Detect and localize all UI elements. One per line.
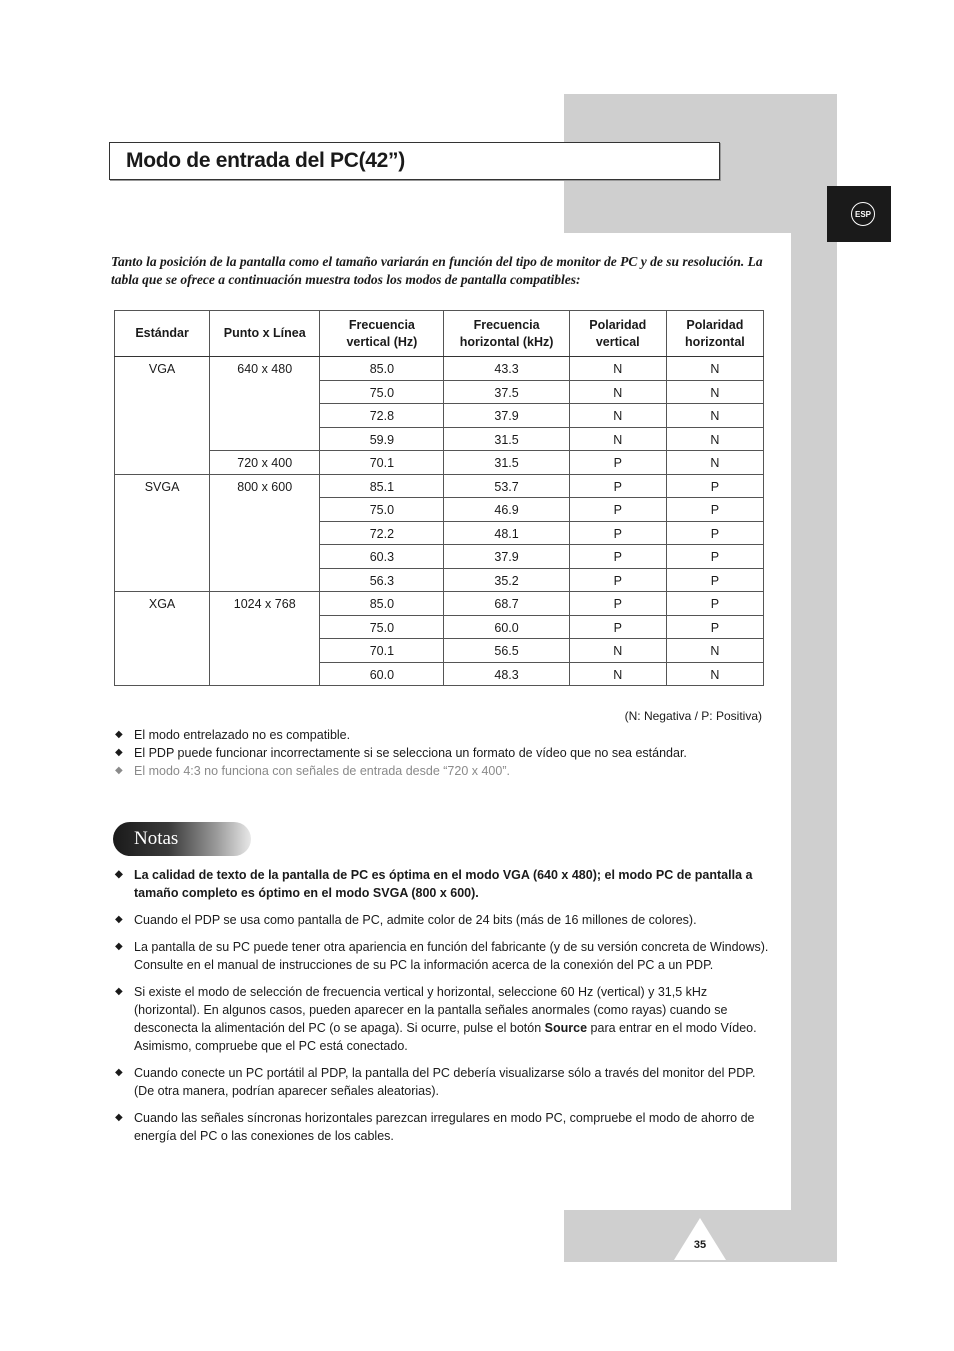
vertical-freq-cell: 60.3 bbox=[320, 545, 444, 569]
vertical-polarity-cell: N bbox=[569, 404, 666, 428]
vertical-polarity-cell: N bbox=[569, 639, 666, 663]
table-row bbox=[115, 451, 764, 475]
vertical-polarity-cell: P bbox=[569, 592, 666, 616]
horizontal-polarity-cell: P bbox=[666, 615, 763, 639]
vertical-polarity-cell: P bbox=[569, 451, 666, 475]
horizontal-freq-cell: 31.5 bbox=[444, 427, 569, 451]
horizontal-freq-cell: 60.0 bbox=[444, 615, 569, 639]
page-number: 35 bbox=[693, 1239, 707, 1251]
horizontal-polarity-cell: N bbox=[666, 451, 763, 475]
table-row bbox=[115, 357, 764, 381]
list-item: ◆ Cuando las señales síncronas horizontales parezcan irregulares en modo PC, compruebe el modo de ahorro de energía del PC o las conexiones de los cables. bbox=[115, 1109, 775, 1145]
page-title: Modo de entrada del PC(42”) bbox=[126, 149, 405, 172]
header-dots-lines: Punto x Línea bbox=[210, 311, 320, 357]
vertical-freq-cell: 75.0 bbox=[320, 615, 444, 639]
horizontal-freq-cell: 46.9 bbox=[444, 498, 569, 522]
vertical-freq-cell: 72.8 bbox=[320, 404, 444, 428]
title-box bbox=[109, 142, 720, 180]
vertical-freq-cell: 85.0 bbox=[320, 357, 444, 381]
notes-heading: Notas bbox=[134, 828, 179, 849]
vertical-freq-cell: 56.3 bbox=[320, 568, 444, 592]
resolution-cell: 1024 x 768 bbox=[210, 592, 320, 686]
language-tab bbox=[827, 186, 891, 242]
compatibility-notes bbox=[115, 726, 775, 780]
page-number-marker bbox=[672, 1218, 728, 1260]
table-row bbox=[115, 592, 764, 616]
vertical-polarity-cell: N bbox=[569, 427, 666, 451]
vertical-freq-cell: 75.0 bbox=[320, 380, 444, 404]
vertical-freq-cell: 60.0 bbox=[320, 662, 444, 686]
vertical-freq-cell: 85.1 bbox=[320, 474, 444, 498]
horizontal-polarity-cell: N bbox=[666, 404, 763, 428]
standard-cell: XGA bbox=[115, 592, 210, 686]
resolution-cell: 720 x 400 bbox=[210, 451, 320, 475]
vertical-freq-cell: 59.9 bbox=[320, 427, 444, 451]
list-item: ◆ El modo 4:3 no funciona con señales de entrada desde “720 x 400”. bbox=[115, 762, 775, 780]
horizontal-polarity-cell: P bbox=[666, 498, 763, 522]
vertical-polarity-cell: P bbox=[569, 568, 666, 592]
horizontal-polarity-cell: N bbox=[666, 662, 763, 686]
source-button-label: Source bbox=[544, 1021, 588, 1035]
language-badge: ESP bbox=[851, 202, 875, 226]
horizontal-freq-cell: 37.9 bbox=[444, 404, 569, 428]
header-standard: Estándar bbox=[115, 311, 210, 357]
notes-list bbox=[115, 866, 775, 1154]
horizontal-polarity-cell: P bbox=[666, 474, 763, 498]
header-vertical-polarity: Polaridad vertical bbox=[569, 311, 666, 357]
list-item: ◆ Cuando el PDP se usa como pantalla de PC, admite color de 24 bits (más de 16 millones de colores). bbox=[115, 911, 775, 929]
horizontal-polarity-cell: N bbox=[666, 427, 763, 451]
list-item: ◆ Si existe el modo de selección de frecuencia vertical y horizontal, seleccione 60 Hz (vertical) y 31,5 kHz (horizontal). En algunos casos, pueden aparecer en la pantalla señales anormales (como rayas) cuando se desconecta la alimentación del PC (o se apaga). Si ocurre, pulse el botón Source para entrar en el modo Vídeo. Asimismo, compruebe que el PC está conectado. bbox=[115, 983, 775, 1055]
vertical-polarity-cell: P bbox=[569, 498, 666, 522]
horizontal-freq-cell: 35.2 bbox=[444, 568, 569, 592]
vertical-freq-cell: 70.1 bbox=[320, 451, 444, 475]
vertical-polarity-cell: P bbox=[569, 474, 666, 498]
horizontal-freq-cell: 37.9 bbox=[444, 545, 569, 569]
horizontal-polarity-cell: N bbox=[666, 639, 763, 663]
horizontal-freq-cell: 68.7 bbox=[444, 592, 569, 616]
horizontal-freq-cell: 48.3 bbox=[444, 662, 569, 686]
list-item: ◆ La calidad de texto de la pantalla de PC es óptima en el modo VGA (640 x 480); el modo PC de pantalla a tamaño completo es óptimo en el modo SVGA (800 x 600). bbox=[115, 866, 775, 902]
header-horizontal-polarity: Polaridad horizontal bbox=[666, 311, 763, 357]
horizontal-polarity-cell: P bbox=[666, 545, 763, 569]
horizontal-freq-cell: 56.5 bbox=[444, 639, 569, 663]
vertical-polarity-cell: N bbox=[569, 357, 666, 381]
vertical-polarity-cell: P bbox=[569, 521, 666, 545]
vertical-polarity-cell: P bbox=[569, 545, 666, 569]
header-vertical-frequency: Frecuencia vertical (Hz) bbox=[320, 311, 444, 357]
decorative-band-right bbox=[791, 233, 837, 1210]
horizontal-freq-cell: 48.1 bbox=[444, 521, 569, 545]
horizontal-polarity-cell: P bbox=[666, 568, 763, 592]
vertical-polarity-cell: N bbox=[569, 662, 666, 686]
vertical-polarity-cell: P bbox=[569, 615, 666, 639]
table-row bbox=[115, 474, 764, 498]
intro-text: Tanto la posición de la pantalla como el tamaño variarán en función del tipo de monitor de PC y de su resolución. La tabla que se ofrece a continuación muestra todos los modos de pantalla compatibles: bbox=[111, 254, 763, 287]
horizontal-polarity-cell: P bbox=[666, 521, 763, 545]
standard-cell: SVGA bbox=[115, 474, 210, 592]
vertical-freq-cell: 72.2 bbox=[320, 521, 444, 545]
vertical-polarity-cell: N bbox=[569, 380, 666, 404]
display-modes-table bbox=[114, 310, 764, 686]
list-item: ◆ Cuando conecte un PC portátil al PDP, la pantalla del PC debería visualizarse sólo a través del monitor del PDP. (De otra manera, podrían aparecer señales aleatorias). bbox=[115, 1064, 775, 1100]
table-header-row bbox=[115, 311, 764, 357]
standard-cell: VGA bbox=[115, 357, 210, 475]
horizontal-freq-cell: 43.3 bbox=[444, 357, 569, 381]
horizontal-polarity-cell: N bbox=[666, 357, 763, 381]
notes-heading-pill bbox=[113, 822, 251, 856]
list-item: ◆ El PDP puede funcionar incorrectamente si se selecciona un formato de vídeo que no sea estándar. bbox=[115, 744, 775, 762]
horizontal-freq-cell: 53.7 bbox=[444, 474, 569, 498]
resolution-cell: 800 x 600 bbox=[210, 474, 320, 592]
vertical-freq-cell: 70.1 bbox=[320, 639, 444, 663]
vertical-freq-cell: 75.0 bbox=[320, 498, 444, 522]
horizontal-polarity-cell: N bbox=[666, 380, 763, 404]
list-item: ◆ La pantalla de su PC puede tener otra apariencia en función del fabricante (y de su versión concreta de Windows). Consulte en el manual de instrucciones de su PC la información acerca de la conexión del PC a un PDP. bbox=[115, 938, 775, 974]
horizontal-freq-cell: 31.5 bbox=[444, 451, 569, 475]
polarity-legend: (N: Negativa / P: Positiva) bbox=[624, 709, 762, 723]
list-item: ◆ El modo entrelazado no es compatible. bbox=[115, 726, 775, 744]
header-horizontal-frequency: Frecuencia horizontal (kHz) bbox=[444, 311, 569, 357]
resolution-cell: 640 x 480 bbox=[210, 357, 320, 451]
horizontal-freq-cell: 37.5 bbox=[444, 380, 569, 404]
vertical-freq-cell: 85.0 bbox=[320, 592, 444, 616]
horizontal-polarity-cell: P bbox=[666, 592, 763, 616]
